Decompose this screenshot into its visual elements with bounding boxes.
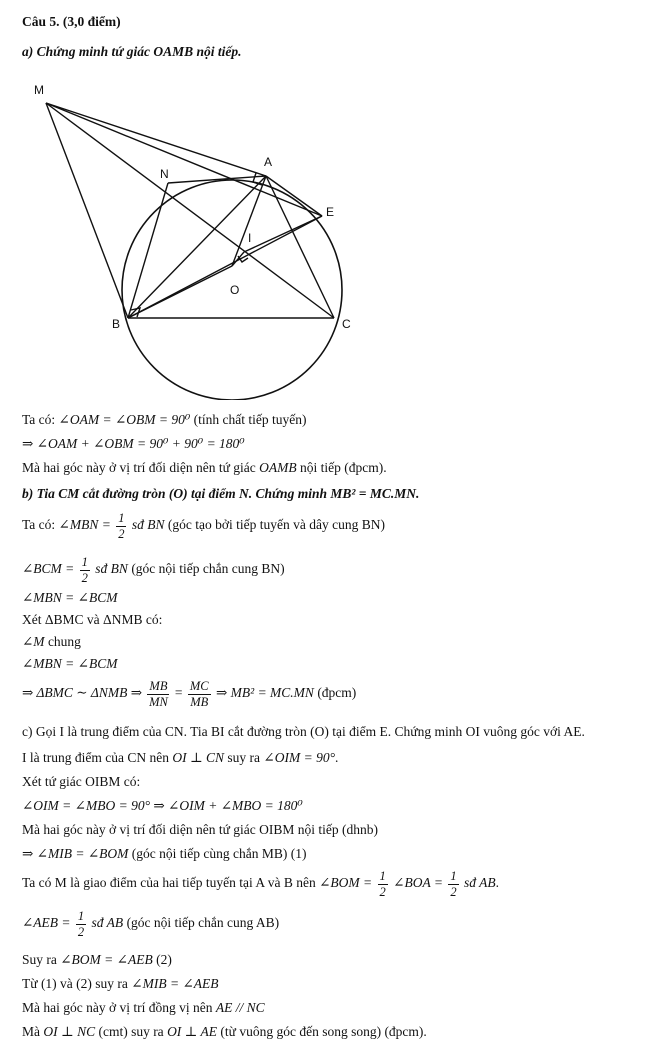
sol-c-line-1: I là trung điểm của CN nên OI ⊥ CN suy ra ∠OIM = 90°. <box>22 750 339 765</box>
sol-c-line-11: Mà OI ⊥ NC (cmt) suy ra OI ⊥ AE (từ vuông góc đến song song) (đpcm). <box>22 1024 427 1039</box>
sol-c-line-10: Mà hai góc này ở vị trí đồng vị nên AE // NC <box>22 1000 265 1015</box>
label-a: A <box>264 155 273 169</box>
label-i: I <box>248 231 252 245</box>
sol-b-line-3: ∠MBN = ∠BCM <box>22 590 118 605</box>
segment-o-b <box>128 266 232 318</box>
sol-b-line-6: ∠MBN = ∠BCM <box>22 656 118 671</box>
geometry-figure <box>0 70 420 400</box>
part-b-heading: b) Tia CM cắt đường tròn (O) tại điểm N. Chứng minh MB² = MC.MN. <box>22 486 420 501</box>
sol-b-line-4: Xét ΔBMC và ΔNMB có: <box>22 612 163 627</box>
label-o: O <box>230 283 240 297</box>
segment-o-a <box>232 176 266 266</box>
sol-a-line-1: Ta có: ∠OAM = ∠OBM = 90⁰ (tính chất tiếp tuyến) <box>22 412 307 427</box>
part-a-heading: a) Chứng minh tứ giác OAMB nội tiếp. <box>22 44 242 59</box>
question-title: Câu 5. (3,0 điểm) <box>22 14 121 29</box>
label-m: M <box>34 83 44 97</box>
segment-i-e <box>244 216 322 252</box>
segment-a-c <box>266 176 334 318</box>
label-c: C <box>342 317 351 331</box>
part-c-heading: c) Gọi I là trung điểm của CN. Tia BI cắt đường tròn (O) tại điểm E. Chứng minh OI vuông góc với AE. <box>22 724 585 739</box>
sol-c-line-8: Suy ra ∠BOM = ∠AEB (2) <box>22 952 172 967</box>
sol-c-line-5: ⇒ ∠MIB = ∠BOM (góc nội tiếp cùng chắn MB) (1) <box>22 846 307 861</box>
label-n: N <box>160 167 169 181</box>
sol-c-line-2: Xét tứ giác OIBM có: <box>22 774 141 789</box>
sol-a-line-2: ⇒ ∠OAM + ∠OBM = 90⁰ + 90⁰ = 180⁰ <box>22 436 245 451</box>
sol-b-line-2: ∠BCM = $\frac{1}{2}$ sđ BN (góc nội tiếp chắn cung BN) <box>22 555 285 585</box>
sol-c-line-4: Mà hai góc này ở vị trí đối diện nên tứ giác OIBM nội tiếp (dhnb) <box>22 822 379 837</box>
sol-b-line-7: ⇒ ΔBMC ∼ ΔNMB ⇒ $\frac{MB}{MN}$ = $\frac{MC}{MB}$ ⇒ MB² = MC.MN (đpcm) <box>22 679 357 709</box>
segment-o-i <box>232 252 244 266</box>
sol-b-line-1: Ta có: ∠MBN = $\frac{1}{2}$ sđ BN (góc tạo bởi tiếp tuyến và dây cung BN) <box>22 511 385 541</box>
label-b: B <box>112 317 121 331</box>
segment-m-b <box>46 103 128 318</box>
sol-c-line-3: ∠OIM = ∠MBO = 90° ⇒ ∠OIM + ∠MBO = 180⁰ <box>22 798 303 813</box>
sol-a-line-3: Mà hai góc này ở vị trí đối diện nên tứ giác OAMB nội tiếp (đpcm). <box>22 460 387 475</box>
sol-b-line-5: ∠M chung <box>22 634 81 649</box>
sol-c-line-7: ∠AEB = $\frac{1}{2}$ sđ AB (góc nội tiếp chắn cung AB) <box>22 909 280 939</box>
label-e: E <box>326 205 335 219</box>
segment-m-e <box>46 103 322 216</box>
segment-m-a <box>46 103 266 176</box>
sol-c-line-9: Từ (1) và (2) suy ra ∠MIB = ∠AEB <box>22 976 219 991</box>
sol-c-line-6: Ta có M là giao điểm của hai tiếp tuyến tại A và B nên ∠BOM = $\frac{1}{2}$ ∠BOA = $\frac{1}{2}$ sđ AB. <box>22 869 499 899</box>
